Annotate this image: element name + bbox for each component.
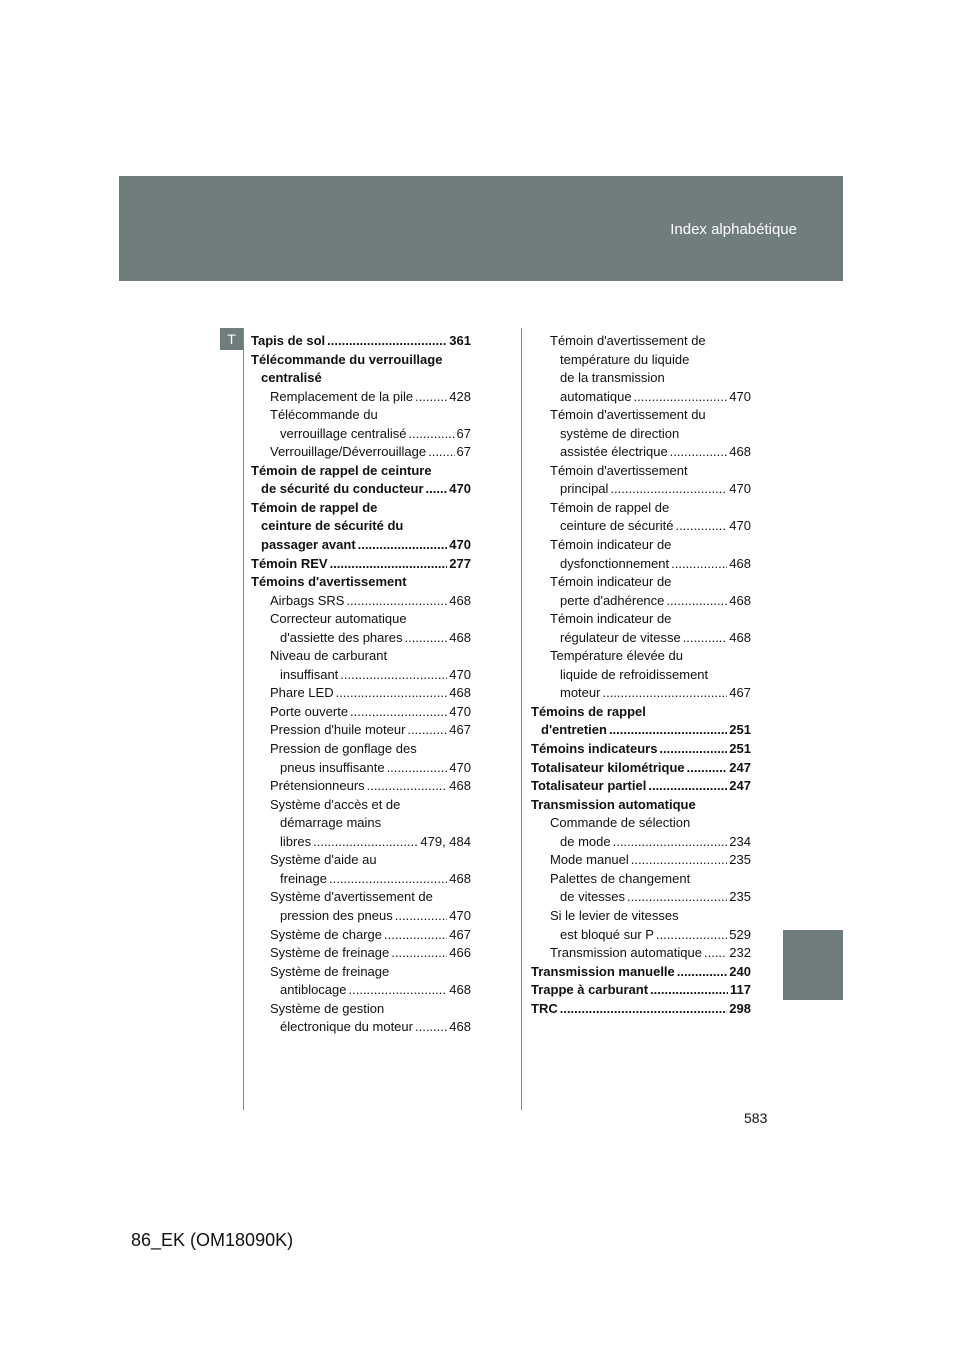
entry-page-ref[interactable]: 428: [449, 388, 471, 404]
entry-page-ref[interactable]: 470: [449, 481, 471, 497]
entry-text: Totalisateur partiel: [531, 778, 647, 794]
index-entry: [531, 963, 751, 982]
index-entry: [251, 944, 471, 963]
entry-text: perte d'adhérence: [560, 592, 665, 608]
entry-text: d'entretien: [541, 722, 607, 738]
entry-text: Système d'avertissement de: [270, 889, 433, 905]
index-entry: [251, 555, 471, 574]
index-entry: [531, 796, 751, 815]
entry-page-ref[interactable]: 529: [729, 926, 751, 942]
entry-page-ref[interactable]: 247: [729, 759, 751, 775]
index-entry: [251, 351, 471, 388]
dot-leader: [613, 833, 728, 852]
entry-text: Système de charge: [270, 926, 383, 942]
entry-text: antiblocage: [280, 982, 347, 998]
entry-text: régulateur de vitesse: [560, 629, 681, 645]
index-entry: [251, 443, 471, 462]
entry-text: Télécommande du verrouillage: [251, 351, 443, 367]
entry-text: verrouillage centralisé: [280, 425, 407, 441]
index-entry: [531, 777, 751, 796]
dot-leader: [408, 425, 454, 444]
entry-text: Témoin indicateur de: [550, 574, 672, 590]
dot-leader: [656, 926, 727, 945]
dot-leader: [426, 480, 448, 499]
entry-text: température du liquide: [560, 351, 690, 367]
entry-page-ref[interactable]: 466: [449, 945, 471, 961]
entry-page-ref[interactable]: 117: [730, 982, 751, 998]
dot-leader: [602, 684, 727, 703]
dot-leader: [387, 759, 448, 778]
index-entry: [531, 332, 751, 406]
index-entry: [531, 647, 751, 703]
entry-text: Prétensionneurs: [270, 778, 365, 794]
entry-text: Témoin de rappel de: [550, 499, 670, 515]
index-entry: [251, 684, 471, 703]
entry-text: Niveau de carburant: [270, 648, 388, 664]
entry-page-ref[interactable]: 240: [729, 963, 751, 979]
dot-leader: [670, 443, 728, 462]
index-entry: [251, 740, 471, 777]
index-entry: [251, 777, 471, 796]
dot-leader: [704, 944, 727, 963]
entry-page-ref[interactable]: 232: [729, 945, 751, 961]
entry-text: Si le levier de vitesses: [550, 907, 679, 923]
dot-leader: [336, 684, 448, 703]
entry-text: Correcteur automatique: [270, 611, 407, 627]
dot-leader: [627, 888, 727, 907]
dot-leader: [683, 629, 728, 648]
dot-leader: [415, 1018, 447, 1037]
header-title: Index alphabétique: [670, 221, 797, 238]
entry-page-ref[interactable]: 468: [449, 870, 471, 886]
entry-text: Porte ouverte: [270, 703, 349, 719]
entry-page-ref[interactable]: 234: [729, 833, 751, 849]
entry-text: démarrage mains: [280, 815, 382, 831]
entry-page-ref[interactable]: 67: [456, 444, 471, 460]
entry-text: Témoin d'avertissement de: [550, 333, 706, 348]
index-entry: [251, 963, 471, 1000]
entry-text: insuffisant: [280, 666, 339, 682]
entry-page-ref[interactable]: 468: [729, 592, 751, 608]
index-entry: [531, 1000, 751, 1019]
entry-page-ref[interactable]: 361: [449, 333, 471, 348]
dot-leader: [666, 592, 727, 611]
index-entry: [251, 573, 471, 592]
entry-text: centralisé: [261, 370, 322, 386]
dot-leader: [404, 629, 447, 648]
entry-page-ref[interactable]: 467: [449, 722, 471, 738]
document-code: 86_EK (OM18090K): [131, 1230, 294, 1250]
entry-text: Airbags SRS: [270, 592, 345, 608]
dot-leader: [358, 536, 448, 555]
entry-page-ref[interactable]: 251: [729, 741, 751, 757]
index-entry: [251, 610, 471, 647]
entry-text: d'assiette des phares: [280, 629, 403, 645]
entry-text: liquide de refroidissement: [560, 666, 709, 682]
index-entry: [251, 499, 471, 555]
entry-page-ref[interactable]: 468: [729, 629, 751, 645]
entry-page-ref[interactable]: 470: [729, 388, 751, 404]
entry-text: de la transmission: [560, 370, 665, 386]
entry-text: assistée électrique: [560, 444, 668, 460]
entry-text: Témoin REV: [251, 555, 328, 571]
entry-page-ref[interactable]: 468: [729, 444, 751, 460]
entry-text: Mode manuel: [550, 852, 629, 868]
entry-text: de sécurité du conducteur: [261, 481, 424, 497]
entry-page-ref[interactable]: 470: [449, 907, 471, 923]
entry-text: Témoins de rappel: [531, 703, 646, 719]
entry-text: Trappe à carburant: [531, 982, 649, 998]
entry-text: Tapis de sol: [251, 333, 326, 348]
dot-leader: [634, 388, 728, 407]
entry-text: de mode: [560, 833, 611, 849]
entry-page-ref[interactable]: 468: [729, 555, 751, 571]
entry-text: Pression d'huile moteur: [270, 722, 406, 738]
entry-page-ref[interactable]: 468: [449, 685, 471, 701]
index-entry: [531, 406, 751, 462]
entry-text: pression des pneus: [280, 907, 393, 923]
dot-leader: [609, 721, 727, 740]
index-entry: [531, 536, 751, 573]
dot-leader: [675, 517, 727, 536]
entry-text: Témoin indicateur de: [550, 537, 672, 553]
index-entry: [251, 406, 471, 443]
entry-page-ref[interactable]: 67: [456, 425, 471, 441]
index-entry: [531, 907, 751, 944]
entry-page-ref[interactable]: 298: [729, 1000, 751, 1016]
dot-leader: [346, 592, 447, 611]
index-entry: [251, 462, 471, 499]
entry-page-ref[interactable]: 468: [449, 778, 471, 794]
entry-text: TRC: [531, 1000, 558, 1016]
entry-text: principal: [560, 481, 609, 497]
index-entry: [531, 462, 751, 499]
dot-leader: [648, 777, 727, 796]
entry-page-ref[interactable]: 235: [729, 852, 751, 868]
index-entry: [251, 721, 471, 740]
dot-leader: [395, 907, 448, 926]
index-entry: [531, 573, 751, 610]
index-entry: [251, 647, 471, 684]
entry-page-ref[interactable]: 479, 484: [420, 833, 471, 849]
dot-leader: [428, 443, 454, 462]
index-entry: [531, 944, 751, 963]
entry-page-ref[interactable]: 470: [449, 703, 471, 719]
index-entry: [531, 499, 751, 536]
entry-text: Remplacement de la pile: [270, 388, 414, 404]
index-entry: [251, 592, 471, 611]
entry-text: Télécommande du: [270, 407, 378, 423]
index-entry: [251, 703, 471, 722]
index-entry: [251, 796, 471, 852]
dot-leader: [631, 851, 728, 870]
dot-leader: [671, 555, 727, 574]
entry-page-ref[interactable]: 470: [449, 666, 471, 682]
column-rule-middle: [521, 328, 522, 1110]
entry-text: Température élevée du: [550, 648, 683, 664]
entry-text: Système de gestion: [270, 1000, 385, 1016]
entry-text: Pression de gonflage des: [270, 741, 417, 757]
entry-text: Témoin de rappel de: [251, 499, 378, 515]
entry-page-ref[interactable]: 470: [449, 759, 471, 775]
entry-text: Système de freinage: [270, 945, 390, 961]
entry-text: Témoins indicateurs: [531, 741, 658, 757]
index-entry: [531, 740, 751, 759]
dot-leader: [330, 555, 448, 574]
dot-leader: [407, 721, 447, 740]
entry-page-ref[interactable]: 467: [449, 926, 471, 942]
entry-text: passager avant: [261, 537, 356, 553]
entry-text: de vitesses: [560, 889, 626, 905]
entry-page-ref[interactable]: 468: [449, 1019, 471, 1035]
dot-leader: [687, 759, 728, 778]
entry-text: Système d'aide au: [270, 852, 377, 868]
entry-text: Témoin d'avertissement du: [550, 407, 706, 423]
index-entry: [531, 870, 751, 907]
entry-page-ref[interactable]: 235: [729, 889, 751, 905]
index-entry: [251, 332, 471, 351]
entry-text: électronique du moteur: [280, 1019, 413, 1035]
index-entry: [531, 814, 751, 851]
section-thumb-tab: [783, 930, 843, 1000]
index-column-right: [531, 332, 751, 1018]
dot-leader: [391, 944, 447, 963]
entry-text: Commande de sélection: [550, 815, 691, 831]
dot-leader: [329, 870, 447, 889]
index-column-left: [251, 332, 471, 1037]
entry-text: dysfonctionnement: [560, 555, 670, 571]
column-rule-left: [243, 328, 244, 1110]
index-entry: [531, 981, 751, 1000]
entry-text: Totalisateur kilométrique: [531, 759, 685, 775]
entry-page-ref[interactable]: 470: [729, 518, 751, 534]
dot-leader: [659, 740, 727, 759]
entry-page-ref[interactable]: 470: [449, 537, 471, 553]
entry-page-ref[interactable]: 467: [729, 685, 751, 701]
entry-text: ceinture de sécurité du: [261, 518, 404, 534]
entry-text: Témoin indicateur de: [550, 611, 672, 627]
dot-leader: [560, 1000, 728, 1019]
entry-text: Transmission automatique: [550, 945, 702, 961]
dot-leader: [384, 926, 447, 945]
entry-text: automatique: [560, 388, 632, 404]
entry-text: freinage: [280, 870, 327, 886]
dot-leader: [650, 981, 728, 1000]
entry-page-ref[interactable]: 251: [729, 722, 751, 738]
entry-text: Transmission automatique: [531, 796, 696, 812]
entry-page-ref[interactable]: 247: [729, 778, 751, 794]
index-entry: [251, 388, 471, 407]
entry-text: Système de freinage: [270, 963, 390, 979]
dot-leader: [677, 963, 728, 982]
section-letter-tab: T: [220, 328, 243, 350]
entry-text: pneus insuffisante: [280, 759, 385, 775]
dot-leader: [313, 833, 418, 852]
index-entry: [531, 703, 751, 740]
entry-page-ref[interactable]: 470: [729, 481, 751, 497]
dot-leader: [349, 981, 448, 1000]
entry-text: Système d'accès et de: [270, 796, 401, 812]
dot-leader: [350, 703, 447, 722]
dot-leader: [327, 332, 447, 351]
index-entry: [251, 926, 471, 945]
entry-text: Transmission manuelle: [531, 963, 675, 979]
entry-page-ref[interactable]: 468: [449, 592, 471, 608]
entry-text: est bloqué sur P: [560, 926, 654, 942]
index-entry: [531, 759, 751, 778]
entry-text: Palettes de changement: [550, 870, 691, 886]
entry-text: Témoin d'avertissement: [550, 462, 688, 478]
entry-page-ref[interactable]: 468: [449, 629, 471, 645]
page-number: 583: [744, 1110, 768, 1126]
entry-text: Phare LED: [270, 685, 334, 701]
index-entry: [251, 1000, 471, 1037]
entry-text: moteur: [560, 685, 601, 701]
index-entry: [251, 851, 471, 888]
dot-leader: [367, 777, 448, 796]
entry-page-ref[interactable]: 277: [449, 555, 471, 571]
dot-leader: [610, 480, 727, 499]
index-entry: [531, 610, 751, 647]
entry-text: système de direction: [560, 425, 680, 441]
entry-text: ceinture de sécurité: [560, 518, 674, 534]
entry-text: Verrouillage/Déverrouillage: [270, 444, 427, 460]
entry-text: Témoin de rappel de ceinture: [251, 462, 432, 478]
entry-page-ref[interactable]: 468: [449, 982, 471, 998]
dot-leader: [340, 666, 447, 685]
page-header: [119, 176, 843, 281]
entry-text: libres: [280, 833, 312, 849]
entry-text: Témoins d'avertissement: [251, 574, 407, 590]
index-entry: [251, 888, 471, 925]
index-entry: [531, 851, 751, 870]
dot-leader: [415, 388, 447, 407]
